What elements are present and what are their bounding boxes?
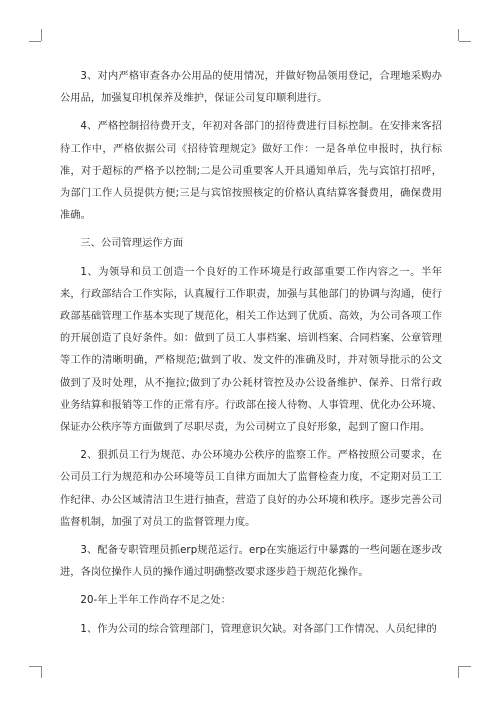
crop-mark-top-right-v [458, 29, 459, 41]
crop-mark-top-right-h [459, 41, 471, 42]
document-body [60, 66, 442, 647]
paragraph-work-environment: 1、为领导和员工创造一个良好的工作环境是行政部重要工作内容之一。半年来，行政部结合工作实际，认真履行工作职责，加强与其他部门的协调与沟通，使行政部基础管理工作基本实现了规范化，相关工作达到了优质、高效，为公司各项工作的开展创造了良好条件。如：做到了员工人事档案、培训档案、合同档案、公章管理等工作的清晰明确，严格规范;做到了收、发文件的准确及时，并对领导批示的公文做到了及时处理，从不拖拉;做到了办公耗材管控及办公设备维护、保养、日常行政业务结算和报销等工作的正常有序。行政部在接人待物、人事管理、优化办公环境、保证办公秩序等方面做到了尽职尽责，为公司树立了良好形象，起到了窗口作用。 [60, 266, 442, 434]
paragraph-office-supplies: 3、对内严格审查各办公用品的使用情况，并做好物品领用登记，合理地采购办公用品，加强复印机保养及维护，保证公司复印顺利进行。 [60, 71, 442, 105]
crop-mark-bottom-right-h [459, 666, 471, 667]
crop-mark-bottom-right-v [458, 666, 459, 678]
paragraph-shortcomings-heading: 20-年上半年工作尚存不足之处： [80, 595, 232, 607]
paragraph-erp-operation: 3、配备专职管理员抓erp规范运行。erp在实施运行中暴露的一些问题在逐步改进，各岗位操作人员的操作通过明确整改要求逐步趋于规范化操作。 [60, 545, 442, 579]
paragraph-hospitality-expenses: 4、严格控制招待费开支，年初对各部门的招待费进行目标控制。在安排来客招待工作中，严格依据公司《招待管理规定》做好工作：一是各单位申报时，执行标准，对于超标的严格予以控制;二是公司重要客人开具通知单后，先与宾馆打招呼，为部门工作人员提供方便;三是与宾馆按照核定的价格认真结算客餐费用，确保费用准确。 [60, 121, 442, 222]
paragraph-shortcoming-1: 1、作为公司的综合管理部门，管理意识欠缺。对各部门工作情况、人员纪律的 [80, 623, 437, 635]
crop-mark-top-left-h [29, 41, 41, 42]
paragraph-conduct-supervision: 2、狠抓员工行为规范、办公环境办公秩序的监察工作。严格按照公司要求，在公司员工行为规范和办公环境等员工自律方面加大了监督检查力度，不定期对员工工作纪律、办公区域清洁卫生进行抽查，营造了良好的办公环境和秩序。逐步完善公司监督机制，加强了对员工的监督管理力度。 [60, 450, 442, 528]
crop-mark-bottom-left-h [29, 666, 41, 667]
crop-mark-top-left-v [41, 29, 42, 41]
crop-mark-bottom-left-v [41, 666, 42, 678]
section-heading-management: 三、公司管理运作方面 [80, 238, 184, 250]
